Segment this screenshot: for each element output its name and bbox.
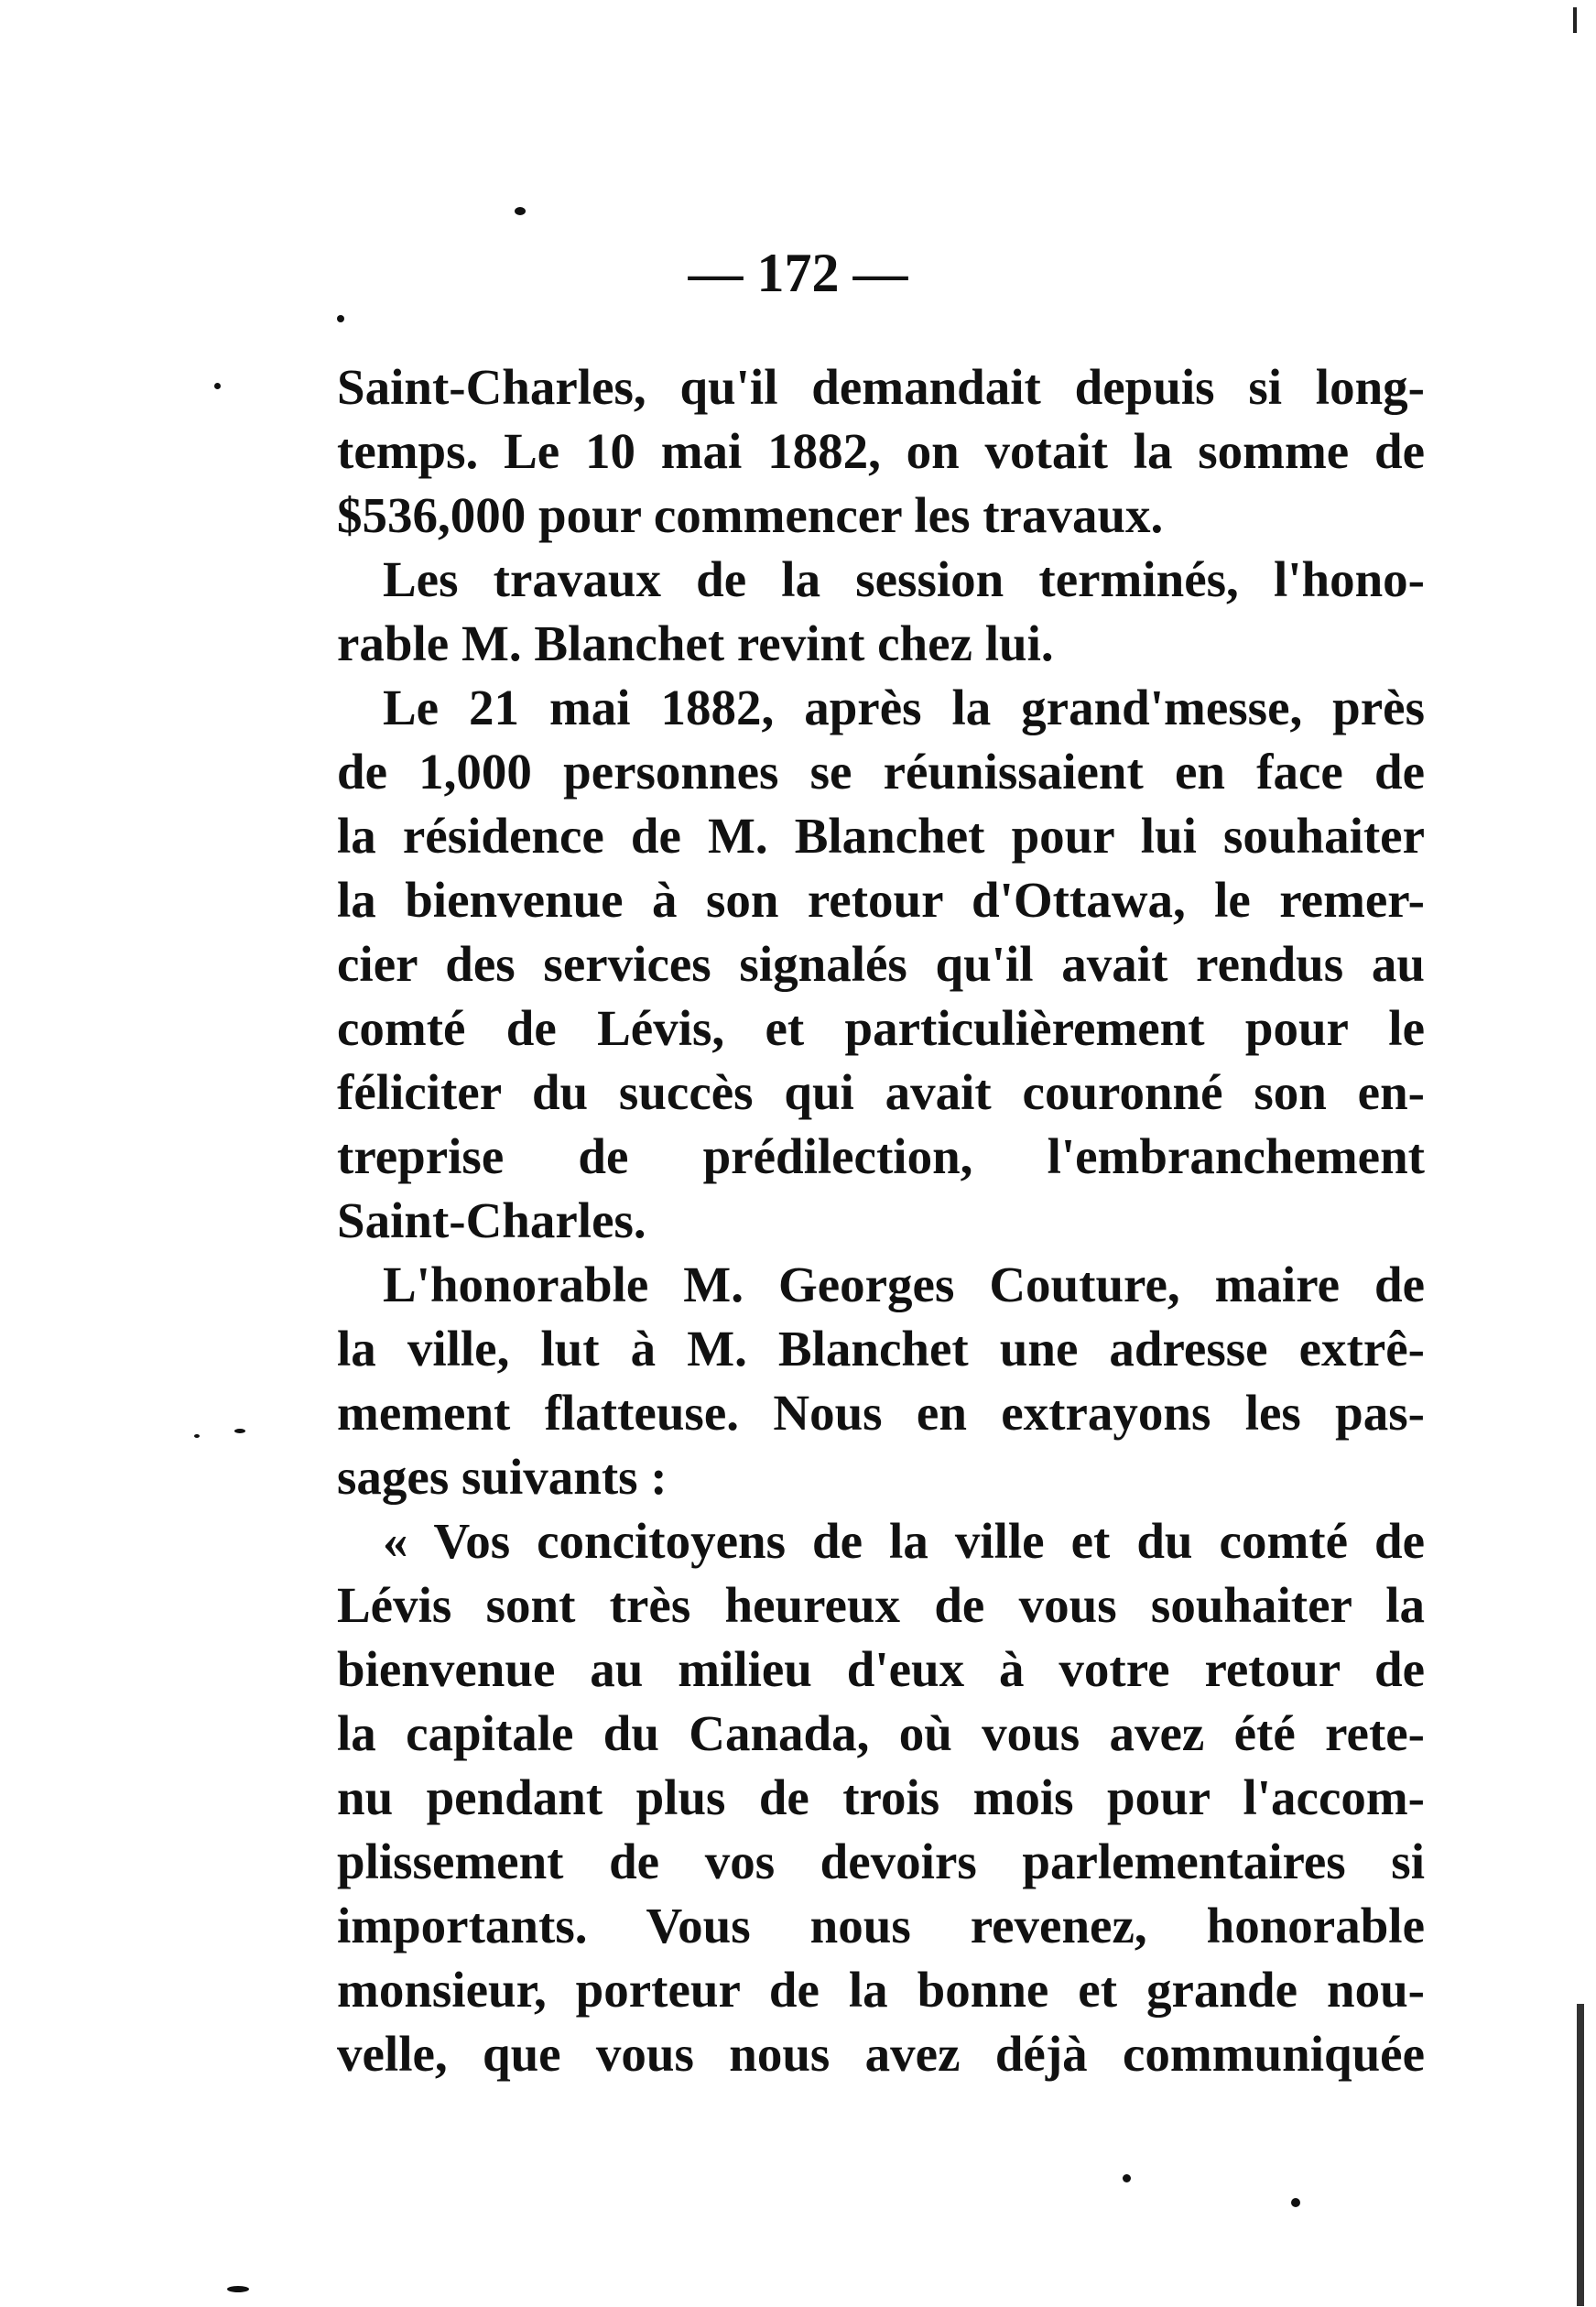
text-line: cier des services signalés qu'il avait rendus au [337, 936, 1425, 992]
scan-speck [227, 2286, 249, 2292]
text-line: mement flatteuse. Nous en extrayons les pas- [337, 1385, 1425, 1441]
text-line: Lévis sont très heureux de vous souhaiter la [337, 1577, 1425, 1633]
text-line: « Vos concitoyens de la ville et du comté de [383, 1513, 1425, 1569]
text-line: sages suivants : [337, 1449, 668, 1505]
scan-speck [515, 207, 526, 215]
scan-edge-mark [1573, 7, 1577, 33]
scan-edge-mark [1577, 2004, 1584, 2306]
text-line: Le 21 mai 1882, après la grand'messe, près [383, 680, 1425, 735]
text-line: comté de Lévis, et particulièrement pour le [337, 1000, 1425, 1056]
text-line: la résidence de M. Blanchet pour lui souhaiter [337, 808, 1425, 864]
text-line: bienvenue au milieu d'eux à votre retour de [337, 1641, 1425, 1697]
text-line: Les travaux de la session terminés, l'hono- [383, 551, 1425, 607]
text-line: velle, que vous nous avez déjà communiquée [337, 2026, 1425, 2082]
text-line: la bienvenue à son retour d'Ottawa, le remer- [337, 872, 1425, 928]
text-line: Saint-Charles, qu'il demandait depuis si long- [337, 359, 1425, 415]
scan-speck [214, 383, 221, 389]
scan-speck [337, 315, 344, 322]
text-line: $536,000 pour commencer les travaux. [337, 487, 1164, 543]
scan-speck [1123, 2174, 1131, 2182]
text-line: rable M. Blanchet revint chez lui. [337, 615, 1054, 671]
text-line: de 1,000 personnes se réunissaient en face de [337, 744, 1425, 800]
scan-speck [1291, 2198, 1300, 2207]
text-line: importants. Vous nous revenez, honorable [337, 1898, 1425, 1953]
scan-speck [234, 1429, 245, 1433]
text-line: nu pendant plus de trois mois pour l'accom- [337, 1769, 1425, 1825]
text-line: temps. Le 10 mai 1882, on votait la somme de [337, 423, 1425, 479]
text-line: féliciter du succès qui avait couronné son en- [337, 1064, 1425, 1120]
body-text [337, 355, 1425, 2086]
text-line: la ville, lut à M. Blanchet une adresse extrê- [337, 1321, 1425, 1377]
text-line: Saint-Charles. [337, 1192, 646, 1248]
text-line: monsieur, porteur de la bonne et grande nou- [337, 1962, 1425, 2018]
text-line: L'honorable M. Georges Couture, maire de [383, 1257, 1425, 1312]
text-line: plissement de vos devoirs parlementaires si [337, 1834, 1425, 1889]
text-line: la capitale du Canada, où vous avez été rete- [337, 1705, 1425, 1761]
scan-speck [194, 1434, 200, 1438]
page-number: — 172 — [688, 243, 908, 303]
text-line: treprise de prédilection, l'embranchement [337, 1128, 1425, 1184]
